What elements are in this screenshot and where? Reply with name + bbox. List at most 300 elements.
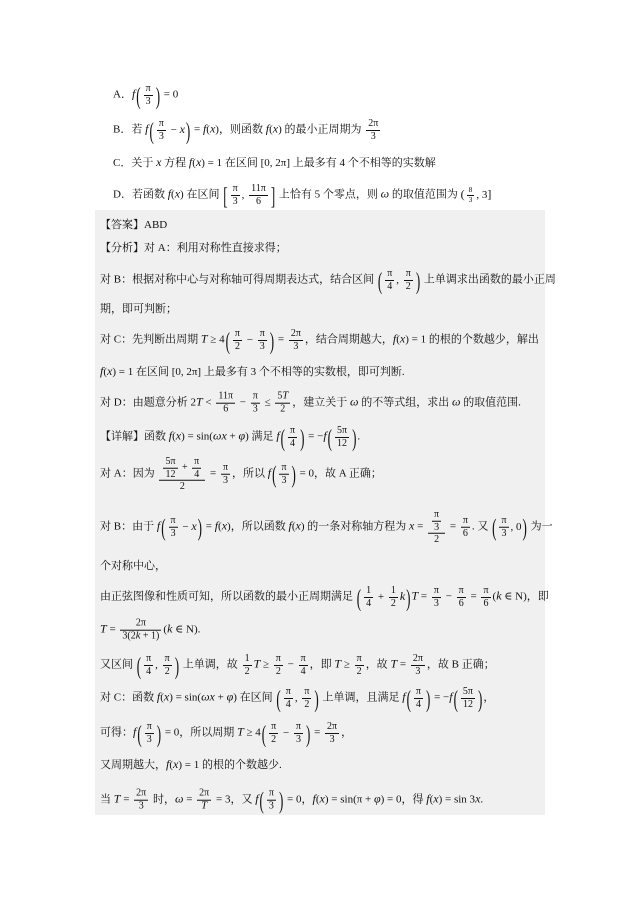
math-text: π [275, 653, 281, 664]
text-run: ) = 1 的根的个数越少，解出 [405, 333, 539, 346]
fraction-numerator [279, 462, 288, 474]
math-text: 2 [275, 665, 281, 677]
fraction-denominator [467, 195, 475, 205]
detail-c-line-4 [100, 788, 483, 813]
math-text: π [295, 721, 301, 732]
math-variable: x [319, 791, 325, 806]
math-text: π [222, 462, 228, 473]
fraction-denominator [231, 195, 240, 208]
bracket-group [491, 513, 528, 541]
text-run: 期，即可判断； [100, 302, 177, 315]
math-text: 8 [468, 184, 473, 194]
fraction [144, 83, 153, 107]
option-d [113, 183, 491, 207]
math-variable: φ [373, 791, 381, 806]
bracket-open: ( [280, 423, 285, 451]
math-variable: f [167, 186, 172, 201]
fraction-denominator [364, 597, 373, 610]
bracket-open: ( [377, 266, 383, 294]
math-text: 3 [415, 665, 421, 677]
math-variable: f [312, 791, 316, 806]
text-run: − [167, 123, 180, 136]
fraction-denominator [366, 130, 380, 143]
math-variable: k [399, 588, 406, 603]
math-variable: ω [174, 791, 184, 806]
fraction-numerator [355, 653, 364, 665]
math-variable: f [276, 428, 280, 443]
fraction-numerator [120, 618, 161, 630]
math-variable: f [100, 364, 104, 379]
fraction-denominator [275, 403, 290, 416]
math-variable: x [209, 121, 216, 136]
math-text: 2π [199, 787, 210, 799]
fraction [467, 186, 475, 204]
math-variable: f [156, 518, 161, 533]
math-text: 3 [370, 130, 376, 142]
text-run: ( [429, 793, 434, 806]
math-variable: x [475, 791, 481, 806]
text-run: = [467, 590, 480, 603]
analysis-b-line-1 [100, 268, 556, 292]
text-run: ) 的最小正周期为 [278, 123, 365, 136]
text-run: ) = sin 3 [438, 793, 476, 806]
fraction-denominator [249, 195, 268, 208]
text-run: = [106, 623, 119, 636]
math-text: π [405, 268, 411, 279]
math-variable: x [399, 331, 406, 346]
text-run: 的不等式组，求出 [358, 396, 452, 409]
fraction-numerator [169, 515, 178, 527]
math-text: 2 [234, 340, 240, 352]
text-run: ，结合周期越大， [304, 333, 393, 346]
text-run: = 0，故 A 正确； [296, 467, 382, 480]
text-run: − [179, 520, 192, 533]
fraction-denominator [302, 698, 311, 711]
text-run: ) = 1 的根的个数越少. [178, 759, 282, 772]
math-variable: f [166, 757, 170, 772]
bracket-group [280, 423, 306, 451]
math-variable: x [156, 155, 162, 170]
math-variable: k [496, 588, 502, 603]
math-variable: f [402, 689, 406, 704]
detail-b-line-5 [100, 653, 495, 677]
math-variable: f [202, 121, 207, 136]
fraction-denominator [432, 597, 441, 610]
math-text: 3 [434, 521, 440, 533]
fraction-denominator [163, 467, 177, 480]
text-run: < [202, 396, 215, 409]
math-variable: x [163, 689, 170, 704]
fraction-numerator [467, 186, 475, 195]
math-text: 3 [433, 597, 439, 609]
fraction-numerator [389, 585, 398, 597]
fraction-numerator [299, 653, 308, 665]
fraction-denominator [461, 698, 475, 711]
math-text: 6 [462, 527, 468, 539]
option-a [113, 83, 178, 107]
text-run: = [120, 793, 133, 806]
fraction-denominator [221, 474, 230, 487]
math-variable: f [323, 428, 327, 443]
fraction-denominator [411, 665, 425, 678]
text-run: ( [269, 123, 273, 136]
math-text: π [234, 328, 240, 339]
fraction-denominator [335, 437, 349, 450]
text-run: ) 在区间 [180, 188, 223, 201]
fraction-numerator [432, 585, 441, 597]
bracket-group [225, 326, 276, 354]
math-text: 2π [135, 617, 146, 629]
math-text: 3 [293, 340, 299, 352]
analysis-b-line-2 [100, 302, 177, 316]
fraction [163, 653, 172, 677]
bracket-group [160, 513, 203, 541]
bracket-open: ( [137, 719, 142, 747]
fraction-numerator [461, 686, 475, 698]
math-variable: f [156, 689, 161, 704]
math-variable: k [135, 630, 141, 642]
math-text: 4 [415, 698, 421, 710]
math-variable: ω [451, 394, 461, 409]
bracket-open: ( [327, 423, 333, 451]
fraction-denominator [233, 340, 242, 353]
math-text: 4 [194, 468, 200, 480]
text-run: 又周期越大， [100, 759, 166, 772]
fraction [233, 328, 242, 352]
fraction-denominator [499, 527, 508, 540]
text-run: 时， [150, 793, 175, 806]
math-variable: ω [349, 394, 359, 409]
fraction-denominator [457, 597, 466, 610]
math-variable: T [334, 656, 342, 671]
fraction-denominator [192, 467, 201, 480]
math-variable: T [390, 656, 398, 671]
text-run: ， [483, 691, 495, 704]
fraction [192, 456, 201, 480]
text-run: ，建立关于 [292, 396, 350, 409]
bracket-group [261, 719, 312, 747]
text-run: 【答案】ABD [100, 218, 168, 231]
bracket-open: [ [223, 181, 228, 209]
math-variable: T [237, 724, 244, 739]
text-run: ，所以 [232, 467, 268, 480]
math-text: 2 [271, 733, 277, 745]
bracket-open: ( [492, 513, 497, 541]
text-run: 上单调求出函数的最小正周 [421, 273, 556, 286]
math-variable: f [449, 689, 453, 704]
fraction-denominator [251, 403, 260, 416]
math-variable: x [195, 155, 202, 170]
text-run: = 3，又 [213, 793, 256, 806]
text-run: , [396, 273, 402, 286]
fraction-denominator [120, 629, 161, 642]
bracket-group [275, 684, 319, 712]
analysis-c-line-1 [100, 328, 539, 352]
math-text: π [483, 585, 489, 596]
fraction-numerator [366, 118, 380, 130]
text-run: = [191, 123, 203, 136]
fraction-numerator [432, 509, 441, 521]
text-run: ) 满足 [245, 430, 277, 443]
math-text: π [158, 118, 164, 129]
text-run: = 0 [161, 88, 179, 101]
text-run: ，故 B 正确； [426, 658, 495, 671]
fraction-numerator [385, 268, 394, 280]
fraction-denominator [284, 698, 293, 711]
text-run: )，所以函数 [227, 520, 289, 533]
text-run: ( [172, 430, 176, 443]
fraction-numerator [221, 462, 230, 474]
math-text: 6 [458, 597, 464, 609]
bracket-close: ) [406, 583, 411, 611]
math-text: 3 [158, 130, 164, 142]
math-text: 2 [179, 480, 185, 492]
text-run: , [155, 658, 161, 671]
fraction-numerator [428, 509, 445, 533]
text-run: ( [396, 333, 400, 346]
bracket-close: ] [487, 186, 492, 201]
math-variable: f [267, 465, 272, 480]
fraction [428, 509, 445, 546]
math-text: 4 [366, 597, 372, 609]
fraction-numerator [216, 391, 235, 403]
fraction-numerator [288, 425, 297, 437]
math-text: 3 [468, 194, 473, 204]
fraction-denominator [428, 533, 445, 546]
fraction-numerator [335, 425, 349, 437]
math-text: 3 [232, 195, 238, 207]
fraction [251, 391, 260, 415]
fraction-numerator [481, 585, 490, 597]
text-run: ( [192, 157, 196, 170]
fraction-denominator [299, 665, 308, 678]
fraction [249, 183, 268, 207]
fraction-denominator [289, 340, 303, 353]
detail-c-line-1 [100, 686, 494, 710]
math-text: 3 [146, 733, 152, 745]
bracket-close: ) [155, 81, 161, 109]
fraction [325, 721, 339, 745]
fraction-numerator [134, 788, 148, 800]
fraction-numerator [274, 653, 283, 665]
math-variable: f [214, 518, 219, 533]
math-text: π [462, 515, 468, 526]
math-text: 3 [281, 474, 287, 486]
text-run: . 又 [471, 520, 492, 533]
math-text: π [146, 721, 152, 732]
fraction [366, 118, 380, 142]
fraction-numerator [197, 788, 211, 800]
math-text: π [232, 183, 238, 194]
fraction-denominator [294, 733, 303, 746]
text-run: 当 [100, 793, 114, 806]
bracket-close: ] [270, 181, 276, 209]
fraction [289, 328, 303, 352]
text-run: . [357, 430, 361, 443]
text-run: = [207, 467, 219, 480]
fraction-denominator [258, 340, 267, 353]
bracket-open: ( [136, 651, 142, 679]
text-run: = − [431, 691, 450, 704]
text-run: ，即 [309, 658, 335, 671]
bracket-group [460, 184, 492, 204]
text-run: , [294, 691, 301, 704]
fraction-denominator [269, 733, 278, 746]
math-text: π [252, 391, 258, 402]
text-run: ) = sin( [181, 430, 213, 443]
fraction [269, 721, 278, 745]
bracket-open: ( [225, 326, 230, 354]
math-text: π [145, 83, 151, 94]
text-run: = 0，所以周期 [162, 726, 238, 739]
analysis-c-line-2 [100, 364, 405, 380]
math-text: π [387, 268, 393, 279]
fraction-numerator [233, 328, 242, 340]
math-text: 3 [252, 403, 258, 415]
text-run: , [241, 188, 248, 201]
fraction-numerator [404, 268, 413, 280]
text-run: ，故 [365, 658, 391, 671]
text-run: ) = 0，得 [380, 793, 427, 806]
math-variable: x [173, 757, 179, 772]
fraction-denominator [144, 665, 153, 678]
fraction-numerator [267, 788, 276, 800]
text-run: B．若 [113, 123, 146, 136]
bracket-open: ( [149, 116, 154, 144]
math-text: π [281, 462, 287, 473]
fraction-denominator [163, 665, 172, 678]
bracket-open: ( [272, 460, 277, 488]
bracket-open: ( [460, 186, 465, 201]
text-run: 可得： [100, 726, 133, 739]
fraction-numerator [499, 515, 508, 527]
fraction [335, 425, 349, 449]
fraction-numerator [414, 686, 423, 698]
fraction-numerator [411, 653, 425, 665]
math-variable: f [133, 724, 137, 739]
math-text: 2 [304, 698, 310, 710]
math-text: 3 [501, 527, 507, 539]
bracket-open: ( [259, 786, 264, 814]
text-run: + [179, 462, 191, 474]
text-run: ( [103, 366, 108, 379]
fraction [159, 456, 205, 493]
math-text: 2 [405, 280, 411, 292]
math-text: π [356, 653, 362, 664]
text-run: ( [218, 520, 222, 533]
fraction [267, 788, 276, 812]
fraction [145, 721, 154, 745]
fraction [294, 721, 303, 745]
fraction [163, 456, 177, 480]
fraction [481, 585, 490, 609]
math-text: 3 [329, 733, 335, 745]
fraction-numerator [157, 118, 166, 130]
text-run: ( [171, 188, 175, 201]
text-run: 由正弦图像和性质可知，所以函数的最小正周期满足 [100, 590, 356, 603]
text-run: ( [169, 759, 174, 772]
math-variable: ωx [201, 689, 215, 704]
fraction [411, 653, 425, 677]
math-variable: T [113, 791, 121, 806]
fraction [499, 515, 508, 539]
fraction-numerator [192, 456, 201, 468]
bracket-close: ) [174, 651, 180, 679]
math-variable: x [175, 428, 182, 443]
text-run: ≥ 4 [207, 333, 225, 346]
fraction-denominator [481, 597, 490, 610]
text-run: 个对称中心， [100, 559, 166, 572]
text-run: 对 D：由题意分析 2 [100, 396, 196, 409]
text-run: ≥ [260, 658, 272, 671]
math-variable: f [145, 121, 149, 136]
math-text: π [170, 515, 176, 526]
math-variable: φ [226, 689, 234, 704]
math-text: π [290, 425, 296, 436]
fraction [364, 585, 373, 609]
fraction [144, 653, 153, 677]
fraction [461, 515, 470, 539]
fraction-denominator [279, 474, 288, 487]
bracket-open: ( [453, 684, 458, 712]
text-run: . [480, 793, 484, 806]
bracket-close: ) [425, 684, 431, 712]
fraction-numerator [249, 183, 268, 195]
text-run: 为一 [527, 520, 553, 533]
text-run: + [214, 691, 227, 704]
fraction-denominator [355, 665, 364, 678]
fraction-numerator [284, 686, 293, 698]
math-text: π [259, 328, 265, 339]
bracket-group [377, 266, 421, 294]
fraction-numerator [251, 391, 260, 403]
fraction-denominator [157, 130, 166, 143]
bracket-close: ) [522, 513, 527, 541]
text-run: 上单调，且满足 [319, 691, 403, 704]
fraction-denominator [461, 527, 470, 540]
text-run: = − [305, 430, 324, 443]
text-run: = 0， [284, 793, 313, 806]
fraction [169, 515, 178, 539]
math-text: 2 [280, 403, 286, 415]
text-run: = [418, 590, 430, 603]
fraction-numerator [243, 653, 252, 665]
math-text: 2 [164, 665, 170, 677]
fraction [355, 653, 364, 677]
text-run: 上恰有 5 个零点，则 [276, 188, 381, 201]
fraction [288, 425, 297, 449]
fraction-denominator [389, 597, 398, 610]
bracket-close: ) [352, 423, 357, 451]
text-run: , 3 [476, 188, 488, 201]
math-text: 3 [268, 800, 274, 812]
text-run: ) 在区间 [233, 691, 276, 704]
math-text: 2 [244, 665, 250, 677]
text-run: 对 C：先判断出周期 [100, 333, 201, 346]
text-run: ) = 1 在区间 [0, 2π] 上最多有 3 个不相等的实数根，即可判断. [112, 366, 405, 379]
math-text: 1 [244, 653, 250, 664]
text-run: = [311, 726, 324, 739]
fraction-denominator [267, 800, 276, 813]
fraction [134, 788, 148, 812]
math-text: 2π [412, 653, 423, 664]
bracket-group [271, 460, 297, 488]
text-run: ) = sin(π + [324, 793, 374, 806]
text-run: 对 C：函数 [100, 691, 157, 704]
text-run: − [284, 658, 297, 671]
math-variable: φ [238, 428, 246, 443]
fraction [461, 686, 475, 710]
